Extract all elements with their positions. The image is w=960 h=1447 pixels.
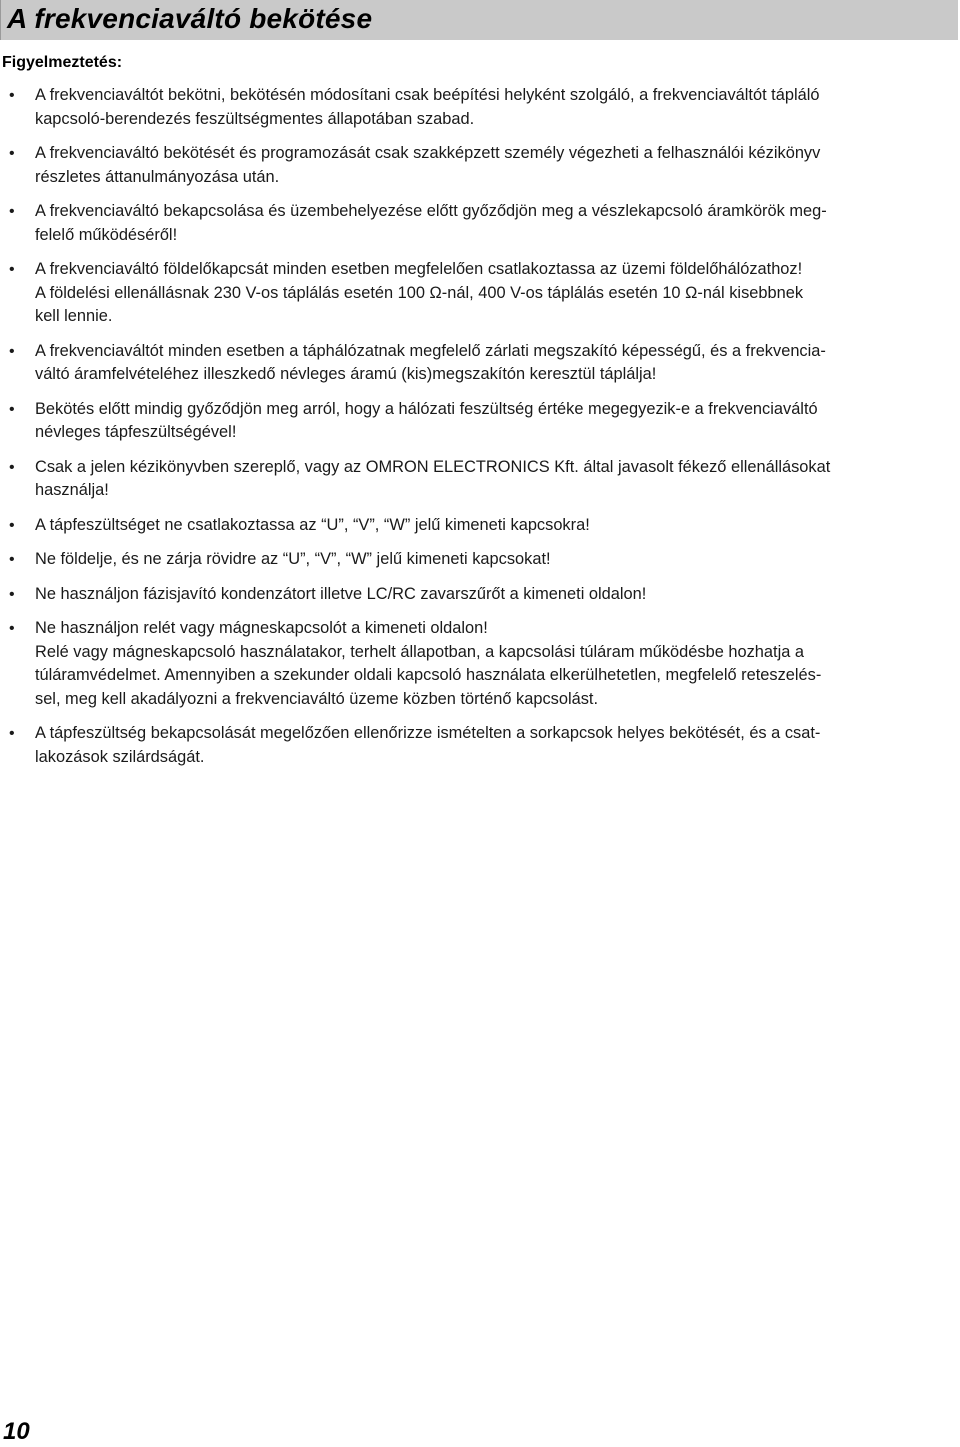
warning-item-line: A frekvenciaváltó bekötését és programozását csak szakképzett személy végezheti a felhasználói kézikönyv (35, 144, 821, 162)
warning-item-line: A frekvenciaváltót bekötni, bekötésén módosítani csak beépítési helyként szolgáló, a frekvenciaváltót tápláló (35, 86, 820, 104)
bullet-dot: • (9, 725, 15, 742)
warning-item (0, 84, 958, 131)
warning-item-line: Relé vagy mágneskapcsoló használatakor, terhelt állapotban, a kapcsolási túláram működésbe hozhatja a (35, 642, 804, 661)
warning-item-line: sel, meg kell akadályozni a frekvenciaváltó üzeme közben történő kapcsolást. (35, 689, 599, 708)
warning-item (0, 617, 958, 711)
bullet-dot: • (9, 342, 15, 360)
bullet-dot: • (9, 458, 15, 476)
warning-item-line: váltó áramfelvételéhez illeszkedő névleges áramú (kis)megszakítón keresztül táplálja! (35, 365, 657, 383)
warning-item-line: felelő működéséről! (35, 225, 178, 244)
warning-item (0, 514, 958, 538)
warning-item (0, 258, 958, 329)
warning-item-line: Ne földelje, és ne zárja rövidre az “U”, “V”, “W” jelű kimeneti kapcsokat! (35, 550, 551, 568)
warning-item (0, 548, 958, 572)
bullet-dot: • (9, 620, 15, 637)
warning-item (0, 200, 958, 247)
bullet-dot: • (9, 145, 15, 162)
warning-item-line: A frekvenciaváltót minden esetben a táphálózatnak megfelelő zárlati megszakító képességű, és a frekvencia- (35, 341, 826, 360)
bullet-dot: • (9, 516, 15, 534)
warning-item (0, 583, 958, 607)
warning-item (0, 340, 958, 387)
warning-item (0, 456, 958, 503)
warning-item (0, 142, 958, 189)
bullet-dot: • (9, 551, 15, 568)
warning-item-line: használja! (35, 481, 109, 499)
warning-item-line: A földelési ellenállásnak 230 V-os táplálás esetén 100 Ω-nál, 400 V-os táplálás esetén 10 Ω-nál kisebbnek (35, 283, 804, 302)
warning-list (0, 84, 958, 780)
page-title: A frekvenciaváltó bekötése (7, 3, 373, 34)
bullet-dot: • (9, 87, 15, 104)
warning-item-line: részletes áttanulmányozása után. (35, 167, 280, 186)
warning-item-line: névleges tápfeszültségével! (35, 423, 237, 441)
warning-item-line: Ne használjon relét vagy mágneskapcsolót a kimeneti oldalon! (35, 619, 488, 637)
page-number: 10 (3, 1418, 30, 1445)
warning-item (0, 722, 958, 769)
warning-item-line: A tápfeszültséget ne csatlakoztassa az “U”, “V”, “W” jelű kimeneti kapcsokra! (35, 515, 590, 534)
warning-item (0, 398, 958, 445)
bullet-dot: • (9, 261, 15, 278)
bullet-dot: • (9, 400, 15, 418)
warning-item-line: kapcsoló-berendezés feszültségmentes állapotában szabad. (35, 109, 475, 128)
warning-item-line: Csak a jelen kézikönyvben szereplő, vagy az OMRON ELECTRONICS Kft. által javasolt fékező ellenállásokat (35, 457, 831, 476)
title-bar (0, 0, 958, 40)
warning-item-line: túláramvédelmet. Amennyiben a szekunder oldali kapcsoló használata elkerülhetetlen, megfelelő reteszelés- (35, 666, 822, 684)
warning-heading: Figyelmeztetés: (2, 54, 123, 71)
bullet-dot: • (9, 203, 15, 220)
warning-item-line: lakozások szilárdságát. (35, 747, 205, 766)
warning-item-line: kell lennie. (35, 307, 113, 325)
warning-item-line: Ne használjon fázisjavító kondenzátort illetve LC/RC zavarszűrőt a kimeneti oldalon! (35, 584, 647, 603)
warning-item-line: A frekvenciaváltó földelőkapcsát minden esetben megfelelően csatlakoztassa az üzemi földelőhálózathoz! (35, 260, 803, 278)
warning-item-line: A tápfeszültség bekapcsolását megelőzően ellenőrizze ismételten a sorkapcsok helyes bekötését, és a csat- (35, 724, 821, 742)
warning-item-line: A frekvenciaváltó bekapcsolása és üzembehelyezése előtt győződjön meg a vészlekapcsoló áramkörök meg- (35, 202, 827, 220)
bullet-dot: • (9, 585, 15, 603)
warning-item-line: Bekötés előtt mindig győződjön meg arról, hogy a hálózati feszültség értéke megegyezik-e a frekvenciaváltó (35, 399, 818, 418)
